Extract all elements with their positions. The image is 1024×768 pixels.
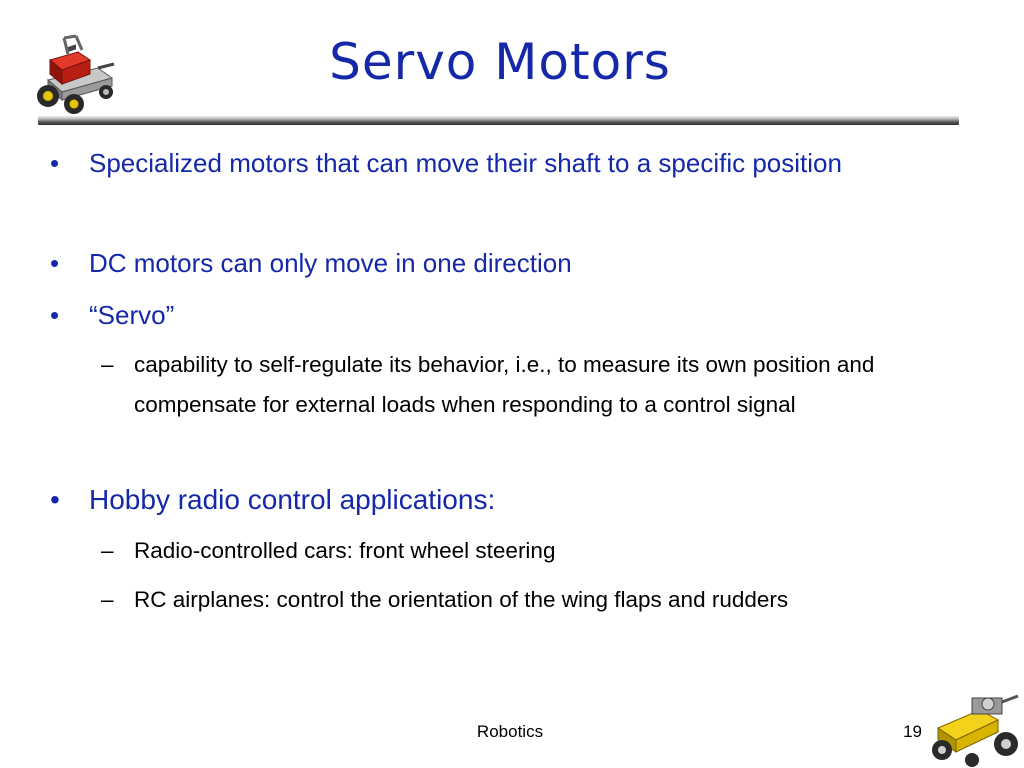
bullet-marker: • xyxy=(50,484,60,515)
sub-bullet-marker: – xyxy=(101,538,114,563)
sub-bullet-text: capability to self-regulate its behavior, i.e., to measure its own position and compensate for external loads when responding to a control signal xyxy=(134,352,875,417)
sub-bullet-text: RC airplanes: control the orientation of the wing flaps and rudders xyxy=(134,587,789,612)
bullet-marker: • xyxy=(50,248,60,278)
sub-bullet-text: Radio-controlled cars: front wheel steering xyxy=(134,538,556,563)
footer-label: Robotics xyxy=(476,722,544,741)
bullet-item xyxy=(50,477,920,523)
bullet-item xyxy=(50,292,920,338)
robot-logo-bottom-icon xyxy=(928,688,1024,768)
robot-gear-top xyxy=(972,696,1018,714)
bullet-text: DC motors can only move in one direction xyxy=(89,248,572,278)
sub-bullet-item xyxy=(101,580,937,620)
bullet-marker: • xyxy=(50,148,60,178)
bullet-marker: • xyxy=(50,300,60,330)
sub-bullet-marker: – xyxy=(101,352,114,377)
title-divider xyxy=(38,116,959,125)
page-number: 19 xyxy=(903,722,922,741)
sub-bullet-item xyxy=(101,531,937,571)
slide-title: Servo Motors xyxy=(329,33,671,91)
bullet-item xyxy=(50,140,920,186)
sub-bullet-marker: – xyxy=(101,587,114,612)
bullet-item xyxy=(50,240,920,286)
sub-bullet-item xyxy=(101,345,937,425)
bullet-text: Specialized motors that can move their shaft to a specific position xyxy=(89,148,842,178)
bullet-text: “Servo” xyxy=(89,300,175,330)
bullet-text: Hobby radio control applications: xyxy=(89,484,496,515)
